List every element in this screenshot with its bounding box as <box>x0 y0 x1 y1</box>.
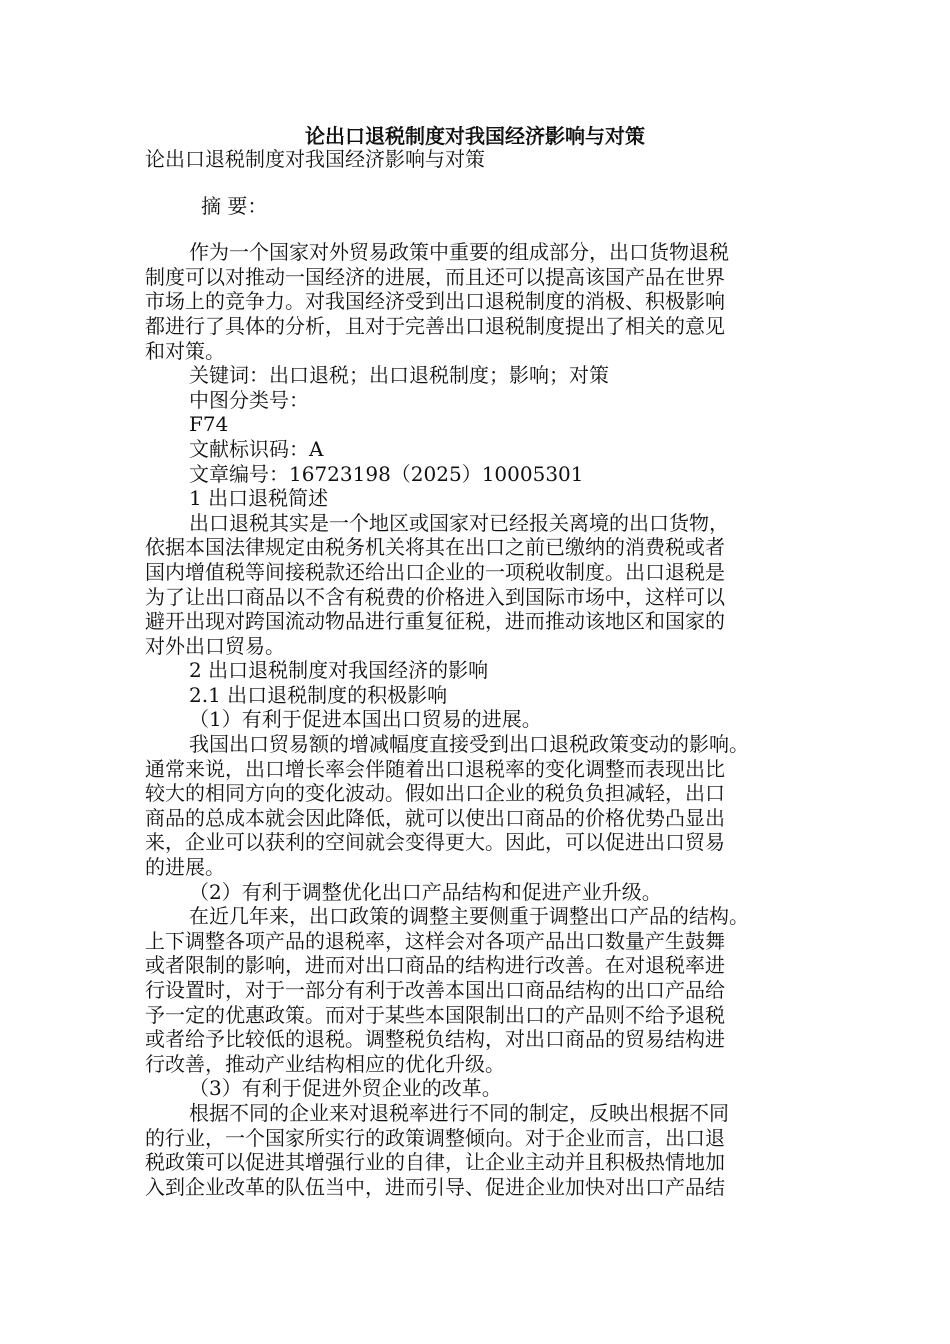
paragraph-line: 和对策。 <box>145 338 225 363</box>
section-heading: 1 出口退税简述 <box>189 486 329 511</box>
paragraph-line: 为了让出口商品以不含有税费的价格进入到国际市场中，这样可以 <box>145 584 725 609</box>
paragraph-line: 予一定的优惠政策。而对于某些本国限制出口的产品则不给予退税 <box>145 1002 725 1027</box>
subsection-heading: 2.1 出口退税制度的积极影响 <box>189 682 448 707</box>
clc-label: 中图分类号： <box>189 387 309 412</box>
paragraph-line: 出口退税其实是一个地区或国家对已经报关离境的出口货物， <box>189 510 729 535</box>
paragraph-line: 避开出现对跨国流动物品进行重复征税，进而推动该地区和国家的 <box>145 609 725 634</box>
paragraph-line: 都进行了具体的分析，且对于完善出口退税制度提出了相关的意见 <box>145 313 725 338</box>
paragraph-line: 入到企业改革的队伍当中，进而引导、促进企业加快对出口产品结 <box>145 1174 725 1199</box>
clc-value: F74 <box>189 412 229 437</box>
paragraph-line: 或者限制的影响，进而对出口商品的结构进行改善。在对退税率进 <box>145 953 725 978</box>
item-heading: （1）有利于促进本国出口贸易的进展。 <box>189 707 542 732</box>
item-heading: （2）有利于调整优化出口产品结构和促进产业升级。 <box>189 879 662 904</box>
paragraph-line: 上下调整各项产品的退税率，这样会对各项产品出口数量产生鼓舞 <box>145 928 725 953</box>
paragraph-line: 通常来说，出口增长率会伴随着出口退税率的变化调整而表现出比 <box>145 756 725 781</box>
paragraph-line: 的行业，一个国家所实行的政策调整倾向。对于企业而言，出口退 <box>145 1125 725 1150</box>
blank-line <box>145 172 800 194</box>
section-heading: 2 出口退税制度对我国经济的影响 <box>189 658 489 683</box>
document-body <box>145 147 800 1199</box>
paragraph-line: 或者给予比较低的退税。调整税负结构，对出口商品的贸易结构进 <box>145 1027 725 1052</box>
paragraph-line: 我国出口贸易额的增减幅度直接受到出口退税政策变动的影响。 <box>189 732 749 757</box>
article-number: 文章编号：16723198（2025）10005301 <box>189 461 584 486</box>
paragraph-line: 行改善，推动产业结构相应的优化升级。 <box>145 1051 505 1076</box>
paragraph-line: 税政策可以促进其增强行业的自律，让企业主动并且积极热情地加 <box>145 1150 725 1175</box>
paragraph-line: 的进展。 <box>145 855 225 880</box>
paragraph-line: 较大的相同方向的变化波动。假如出口企业的税负负担减轻，出口 <box>145 781 725 806</box>
paragraph-line: 市场上的竞争力。对我国经济受到出口退税制度的消极、积极影响 <box>145 289 725 314</box>
paragraph-line: 商品的总成本就会因此降低，就可以使出口商品的价格优势凸显出 <box>145 805 725 830</box>
abstract-label: 摘 要： <box>201 193 268 218</box>
paragraph-line: 依据本国法律规定由税务机关将其在出口之前已缴纳的消费税或者 <box>145 535 725 560</box>
paragraph-line: 国内增值税等间接税款还给出口企业的一项税收制度。出口退税是 <box>145 559 725 584</box>
paragraph-line: 行设置时，对于一部分有利于改善本国出口商品结构的出口产品给 <box>145 978 725 1002</box>
document-code: 文献标识码：A <box>189 436 324 461</box>
blank-line <box>145 218 800 240</box>
paragraph-line: 对外出口贸易。 <box>145 633 285 658</box>
item-heading: （3）有利于促进外贸企业的改革。 <box>189 1076 502 1101</box>
paragraph-line: 在近几年来，出口政策的调整主要侧重于调整出口产品的结构。 <box>189 904 749 929</box>
paragraph-line: 作为一个国家对外贸易政策中重要的组成部分，出口货物退税 <box>189 240 729 265</box>
document-title: 论出口退税制度对我国经济影响与对策 <box>305 124 645 148</box>
paragraph-line: 来，企业可以获利的空间就会变得更大。因此，可以促进出口贸易 <box>145 830 725 855</box>
keywords: 关键词：出口退税；出口退税制度；影响；对策 <box>189 363 609 388</box>
paragraph-line: 制度可以对推动一国经济的进展，而且还可以提高该国产品在世界 <box>145 264 725 289</box>
document-subtitle: 论出口退税制度对我国经济影响与对策 <box>145 147 485 171</box>
paragraph-line: 根据不同的企业来对退税率进行不同的制定，反映出根据不同 <box>189 1100 729 1125</box>
